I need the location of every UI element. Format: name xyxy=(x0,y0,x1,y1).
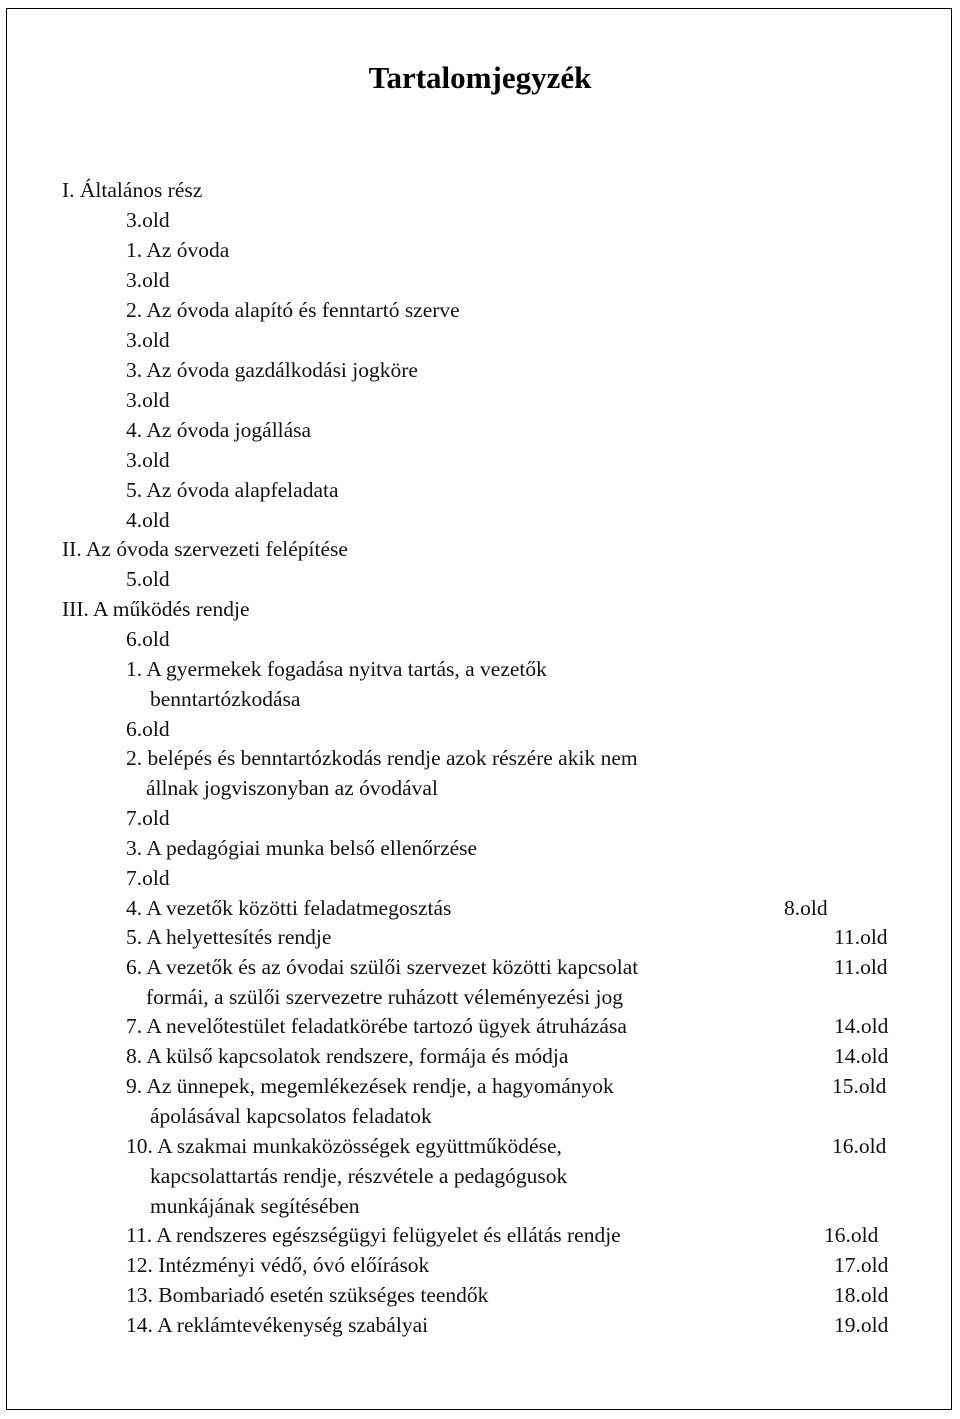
toc-line: 5. A helyettesítés rendje xyxy=(126,925,332,949)
toc-line: formái, a szülői szervezetre ruházott véleményezési jog xyxy=(146,985,623,1009)
toc-line: 4.old xyxy=(126,508,170,532)
toc-line: 4. Az óvoda jogállása xyxy=(126,418,312,442)
toc-page-number: 18.old xyxy=(834,1283,889,1307)
page-title: Tartalomjegyzék xyxy=(368,60,592,95)
toc-line: 3. A pedagógiai munka belső ellenőrzése xyxy=(126,836,478,860)
toc-line: ápolásával kapcsolatos feladatok xyxy=(150,1104,432,1128)
toc-line: 5. Az óvoda alapfeladata xyxy=(126,478,339,502)
toc-page-number: 17.old xyxy=(834,1253,889,1277)
toc-line: 10. A szakmai munkaközösségek együttműködése, xyxy=(126,1134,562,1158)
toc-page-number: 14.old xyxy=(834,1044,889,1068)
toc-page-number: 11.old xyxy=(834,925,888,949)
toc-line: 12. Intézményi védő, óvó előírások xyxy=(126,1253,430,1277)
toc-line: munkájának segítésében xyxy=(150,1194,360,1218)
toc-line: 13. Bombariadó esetén szükséges teendők xyxy=(126,1283,489,1307)
toc-line: állnak jogviszonyban az óvodával xyxy=(146,776,438,800)
toc-line: 2. Az óvoda alapító és fenntartó szerve xyxy=(126,298,460,322)
toc-line: 7.old xyxy=(126,866,170,890)
toc-page-number: 19.old xyxy=(834,1313,889,1337)
toc-line: I. Általános rész xyxy=(62,178,203,202)
toc-line: II. Az óvoda szervezeti felépítése xyxy=(62,537,348,561)
toc-line: 3.old xyxy=(126,328,170,352)
toc-page-number: 11.old xyxy=(834,955,888,979)
toc-line: 6.old xyxy=(126,717,170,741)
toc-line: 9. Az ünnepek, megemlékezések rendje, a hagyományok xyxy=(126,1074,614,1098)
toc-line: 14. A reklámtevékenység szabályai xyxy=(126,1313,429,1337)
toc-line: 8. A külső kapcsolatok rendszere, formája és módja xyxy=(126,1044,569,1068)
toc-page-number: 16.old xyxy=(824,1223,879,1247)
toc-line: 1. A gyermekek fogadása nyitva tartás, a vezetők xyxy=(126,657,547,681)
toc-line: 4. A vezetők közötti feladatmegosztás xyxy=(126,896,452,920)
toc-line: 3.old xyxy=(126,208,170,232)
toc-page-number: 16.old xyxy=(832,1134,887,1158)
toc-line: 6.old xyxy=(126,627,170,651)
toc-line: 2. belépés és benntartózkodás rendje azok részére akik nem xyxy=(126,746,638,770)
toc-line: 3.old xyxy=(126,448,170,472)
toc-line: 11. A rendszeres egészségügyi felügyelet és ellátás rendje xyxy=(126,1223,621,1247)
toc-page-number: 14.old xyxy=(834,1014,889,1038)
toc-line: 7. A nevelőtestület feladatkörébe tartozó ügyek átruházása xyxy=(126,1014,627,1038)
toc-line: III. A működés rendje xyxy=(62,597,250,621)
toc-line: 5.old xyxy=(126,567,170,591)
toc-page-number: 15.old xyxy=(832,1074,887,1098)
toc-line: 3.old xyxy=(126,268,170,292)
toc-line: 6. A vezetők és az óvodai szülői szervezet közötti kapcsolat xyxy=(126,955,639,979)
toc-line: 3.old xyxy=(126,388,170,412)
toc-page-number: 8.old xyxy=(784,896,828,920)
toc-line: 3. Az óvoda gazdálkodási jogköre xyxy=(126,358,418,382)
toc-line: benntartózkodása xyxy=(150,687,301,711)
toc-line: 7.old xyxy=(126,806,170,830)
toc-line: kapcsolattartás rendje, részvétele a pedagógusok xyxy=(150,1164,568,1188)
toc-line: 1. Az óvoda xyxy=(126,238,230,262)
